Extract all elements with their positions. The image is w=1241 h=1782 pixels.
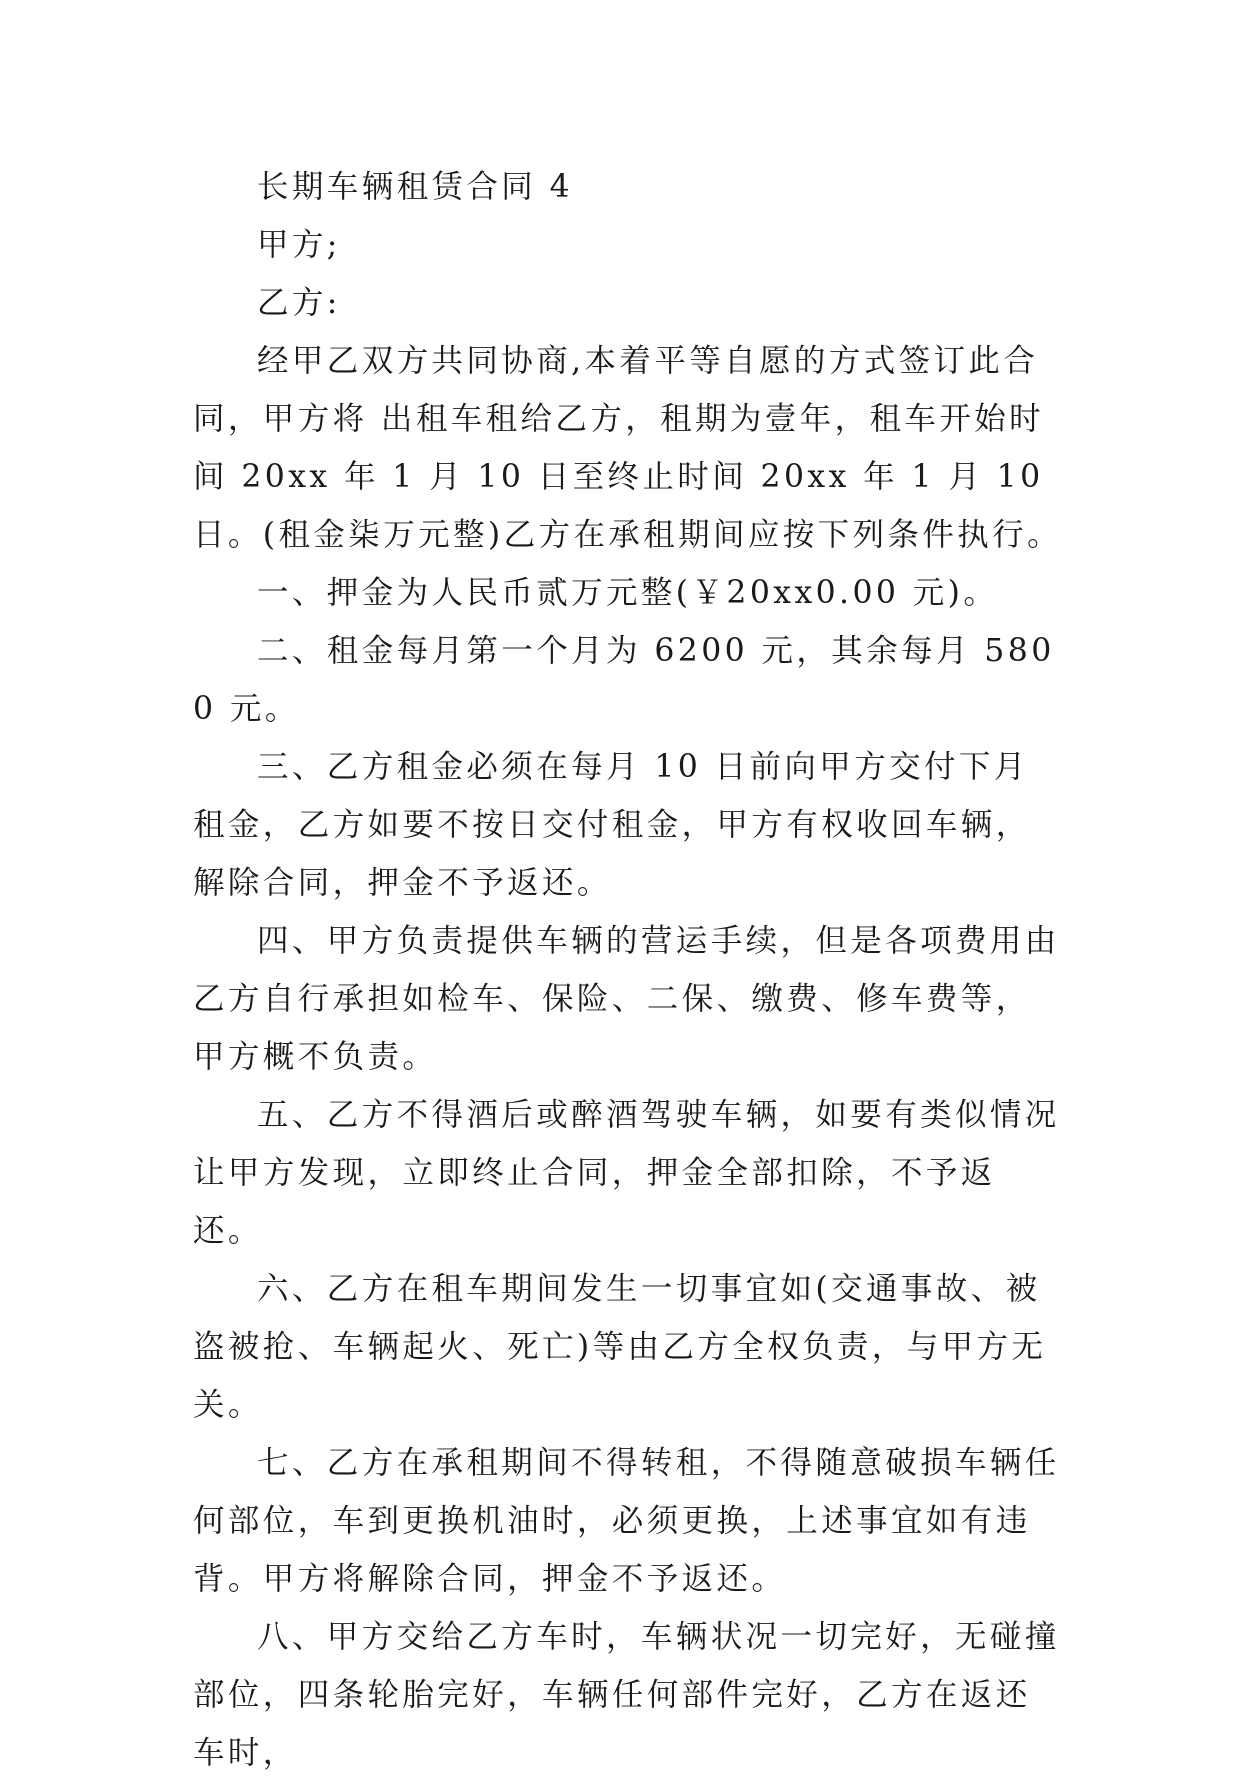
contract-body bbox=[193, 158, 1063, 1782]
intro-paragraph: 经甲乙双方共同协商,本着平等自愿的方式签订此合同，甲方将 出租车租给乙方，租期为壹年，租车开始时间 20xx 年 1 月 10 日至终止时间 20xx 年 1 月 10 日。(租金柒万元整)乙方在承租期间应按下列条件执行。 bbox=[193, 343, 1062, 553]
party-b-line: 乙方: bbox=[257, 285, 341, 321]
clause-7: 七、乙方在承租期间不得转租，不得随意破损车辆任何部位，车到更换机油时，必须更换，上述事宜如有违背。甲方将解除合同，押金不予返还。 bbox=[193, 1445, 1060, 1597]
clause-4: 四、甲方负责提供车辆的营运手续，但是各项费用由乙方自行承担如检车、保险、二保、缴费、修车费等，甲方概不负责。 bbox=[193, 923, 1060, 1075]
clause-3: 三、乙方租金必须在每月 10 日前向甲方交付下月租金，乙方如要不按日交付租金，甲方有权收回车辆，解除合同，押金不予返还。 bbox=[193, 749, 1031, 901]
clause-1: 一、押金为人民币贰万元整(￥20xx0.00 元)。 bbox=[257, 575, 999, 611]
clause-6: 六、乙方在租车期间发生一切事宜如(交通事故、被盗被抢、车辆起火、死亡)等由乙方全权负责，与甲方无关。 bbox=[193, 1271, 1047, 1423]
document-title: 长期车辆租赁合同 4 bbox=[257, 169, 574, 205]
clause-2: 二、租金每月第一个月为 6200 元，其余每月 5800 元。 bbox=[193, 633, 1055, 727]
party-a-line: 甲方; bbox=[257, 227, 341, 263]
clause-8: 八、甲方交给乙方车时，车辆状况一切完好，无碰撞部位，四条轮胎完好，车辆任何部件完好，乙方在返还车时， bbox=[193, 1619, 1060, 1771]
clause-5: 五、乙方不得酒后或醉酒驾驶车辆，如要有类似情况让甲方发现，立即终止合同，押金全部扣除，不予返还。 bbox=[193, 1097, 1060, 1249]
